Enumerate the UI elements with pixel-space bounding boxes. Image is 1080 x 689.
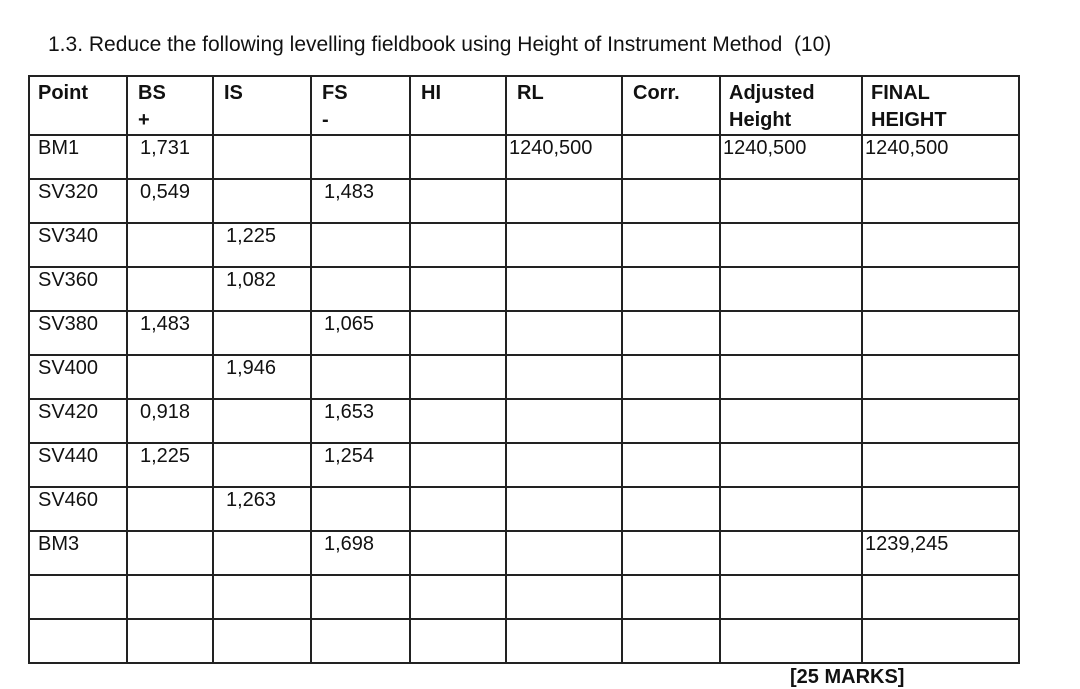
table-cell-point: SV380 <box>29 311 127 355</box>
table-cell-point: SV360 <box>29 267 127 311</box>
table-cell-corr <box>622 487 720 531</box>
table-cell-hi <box>410 531 506 575</box>
table-row <box>29 179 1019 223</box>
table-cell-is <box>213 179 311 223</box>
table-cell-bs <box>127 619 213 663</box>
table-cell-bs <box>127 355 213 399</box>
column-header-line1: Point <box>38 82 88 104</box>
table-cell-is: 1,082 <box>213 267 311 311</box>
column-header-line1: RL <box>517 82 544 104</box>
table-cell-fs <box>311 619 410 663</box>
table-cell-bs: 1,731 <box>127 135 213 179</box>
table-cell-point: SV460 <box>29 487 127 531</box>
table-row <box>29 355 1019 399</box>
table-body <box>29 135 1019 663</box>
table-cell-adjusted-height <box>720 311 862 355</box>
table-cell-hi <box>410 575 506 619</box>
table-cell-adjusted-height <box>720 619 862 663</box>
table-cell-final-height <box>862 399 1019 443</box>
table-cell-bs: 1,483 <box>127 311 213 355</box>
table-cell-fs <box>311 267 410 311</box>
table-row <box>29 135 1019 179</box>
table-cell-hi <box>410 135 506 179</box>
table-cell-corr <box>622 399 720 443</box>
table-cell-final-height <box>862 223 1019 267</box>
table-cell-is: 1,225 <box>213 223 311 267</box>
table-cell-fs: 1,653 <box>311 399 410 443</box>
table-cell-is <box>213 619 311 663</box>
table-cell-bs: 0,918 <box>127 399 213 443</box>
table-cell-hi <box>410 223 506 267</box>
table-cell-fs: 1,483 <box>311 179 410 223</box>
table-header-row <box>29 76 1019 135</box>
table-cell-bs: 0,549 <box>127 179 213 223</box>
table-cell-bs <box>127 223 213 267</box>
table-cell-is <box>213 399 311 443</box>
table-cell-point: SV340 <box>29 223 127 267</box>
table-cell-bs <box>127 487 213 531</box>
table-cell-bs <box>127 267 213 311</box>
column-header-adjusted-height <box>720 76 862 135</box>
table-cell-hi <box>410 355 506 399</box>
table-cell-rl <box>506 267 622 311</box>
table-cell-rl <box>506 179 622 223</box>
table-cell-corr <box>622 531 720 575</box>
table-cell-point: BM1 <box>29 135 127 179</box>
table-row <box>29 575 1019 619</box>
table-row <box>29 399 1019 443</box>
table-cell-point <box>29 619 127 663</box>
table-cell-corr <box>622 267 720 311</box>
table-cell-point: BM3 <box>29 531 127 575</box>
table-cell-corr <box>622 311 720 355</box>
table-row <box>29 267 1019 311</box>
table-cell-final-height: 1240,500 <box>862 135 1019 179</box>
table-cell-fs <box>311 223 410 267</box>
column-header-fs <box>311 76 410 135</box>
table-cell-fs <box>311 135 410 179</box>
table-cell-corr <box>622 135 720 179</box>
column-header-line2: Height <box>729 109 792 131</box>
levelling-fieldbook-table <box>28 75 1020 664</box>
table-cell-final-height <box>862 179 1019 223</box>
question-title: 1.3. Reduce the following levelling fieldbook using Height of Instrument Method (10) <box>48 33 832 56</box>
table-cell-point: SV440 <box>29 443 127 487</box>
table-cell-adjusted-height <box>720 575 862 619</box>
table-cell-is <box>213 135 311 179</box>
column-header-line1: BS <box>138 82 166 104</box>
table-cell-rl <box>506 399 622 443</box>
table-row <box>29 223 1019 267</box>
table-cell-final-height <box>862 267 1019 311</box>
table-cell-rl <box>506 531 622 575</box>
table-cell-final-height <box>862 487 1019 531</box>
table-cell-adjusted-height <box>720 487 862 531</box>
marks-label: [25 MARKS] <box>790 666 905 688</box>
column-header-line1: Corr. <box>633 82 680 104</box>
table-cell-adjusted-height <box>720 179 862 223</box>
table-cell-final-height <box>862 355 1019 399</box>
table-cell-point <box>29 575 127 619</box>
table-cell-rl: 1240,500 <box>506 135 622 179</box>
table-cell-fs <box>311 575 410 619</box>
table-cell-adjusted-height: 1240,500 <box>720 135 862 179</box>
table-cell-is <box>213 531 311 575</box>
column-header-line1: Adjusted <box>729 82 815 104</box>
table-cell-point: SV320 <box>29 179 127 223</box>
table-cell-rl <box>506 575 622 619</box>
table-cell-adjusted-height <box>720 399 862 443</box>
table-cell-corr <box>622 355 720 399</box>
table-cell-fs: 1,254 <box>311 443 410 487</box>
table-cell-final-height: 1239,245 <box>862 531 1019 575</box>
table-cell-final-height <box>862 619 1019 663</box>
column-header-line2: + <box>138 109 150 131</box>
table-cell-fs: 1,698 <box>311 531 410 575</box>
table-cell-corr <box>622 619 720 663</box>
column-header-hi <box>410 76 506 135</box>
table-cell-hi <box>410 619 506 663</box>
table-cell-adjusted-height <box>720 267 862 311</box>
table-cell-fs: 1,065 <box>311 311 410 355</box>
table-cell-final-height <box>862 443 1019 487</box>
column-header-line1: HI <box>421 82 441 104</box>
table-cell-corr <box>622 179 720 223</box>
table-cell-final-height <box>862 575 1019 619</box>
table-row <box>29 311 1019 355</box>
column-header-bs <box>127 76 213 135</box>
table-cell-corr <box>622 443 720 487</box>
table-cell-adjusted-height <box>720 531 862 575</box>
column-header-line1: IS <box>224 82 243 104</box>
table-cell-is: 1,263 <box>213 487 311 531</box>
column-header-is <box>213 76 311 135</box>
table-row <box>29 531 1019 575</box>
table-cell-bs <box>127 531 213 575</box>
table-cell-rl <box>506 311 622 355</box>
table-cell-rl <box>506 619 622 663</box>
table-cell-rl <box>506 487 622 531</box>
column-header-final-height <box>862 76 1019 135</box>
table-cell-point: SV400 <box>29 355 127 399</box>
column-header-line1: FS <box>322 82 348 104</box>
column-header-point <box>29 76 127 135</box>
table-cell-hi <box>410 443 506 487</box>
table-cell-hi <box>410 179 506 223</box>
table-cell-bs: 1,225 <box>127 443 213 487</box>
table-cell-is <box>213 443 311 487</box>
table-cell-bs <box>127 575 213 619</box>
table-row <box>29 443 1019 487</box>
column-header-line2: HEIGHT <box>871 109 947 131</box>
table-cell-hi <box>410 267 506 311</box>
table-cell-fs <box>311 355 410 399</box>
table-cell-hi <box>410 399 506 443</box>
column-header-line1: FINAL <box>871 82 930 104</box>
table-cell-fs <box>311 487 410 531</box>
table-cell-rl <box>506 355 622 399</box>
table-cell-is: 1,946 <box>213 355 311 399</box>
column-header-rl <box>506 76 622 135</box>
table-cell-rl <box>506 223 622 267</box>
table-cell-hi <box>410 487 506 531</box>
table-cell-is <box>213 311 311 355</box>
table-cell-adjusted-height <box>720 355 862 399</box>
table-cell-corr <box>622 223 720 267</box>
table-row <box>29 619 1019 663</box>
table-cell-corr <box>622 575 720 619</box>
table-cell-final-height <box>862 311 1019 355</box>
column-header-line2: - <box>322 109 329 131</box>
table-row <box>29 487 1019 531</box>
table-cell-point: SV420 <box>29 399 127 443</box>
table-cell-is <box>213 575 311 619</box>
column-header-corr <box>622 76 720 135</box>
table-cell-adjusted-height <box>720 223 862 267</box>
table-cell-hi <box>410 311 506 355</box>
table-cell-adjusted-height <box>720 443 862 487</box>
table-cell-rl <box>506 443 622 487</box>
